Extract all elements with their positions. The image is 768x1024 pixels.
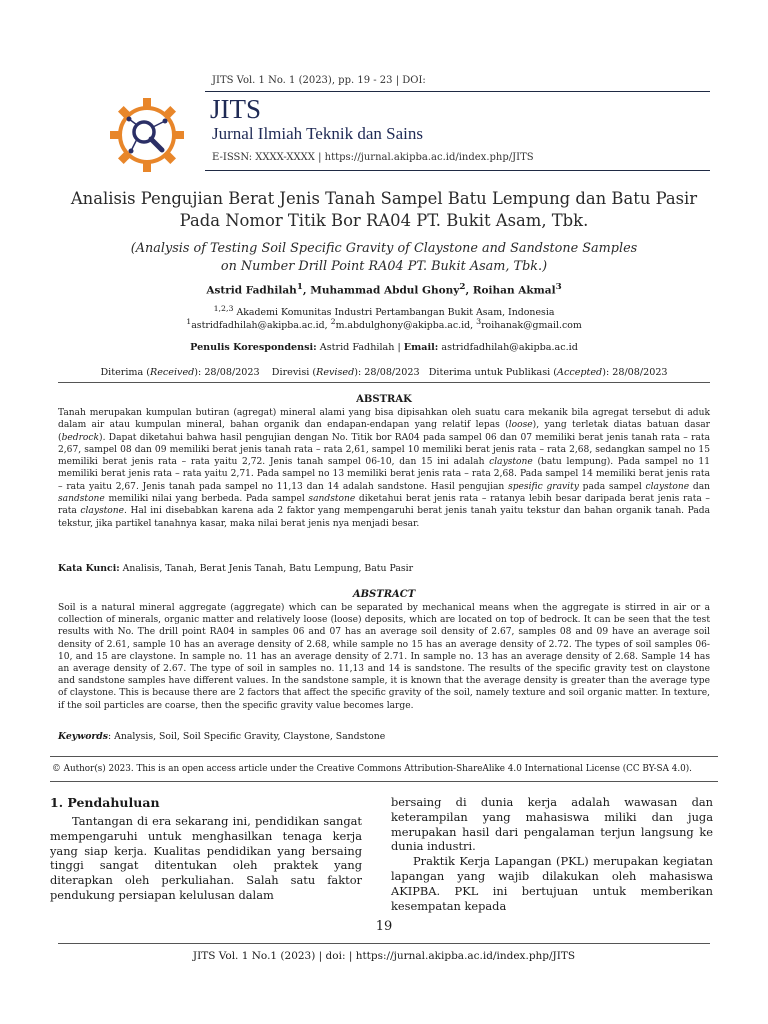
title-en-line-1: (Analysis of Testing Soil Specific Gravity of Claystone and Sandstone Samples xyxy=(130,241,638,256)
keywords: Keywords: Analysis, Soil, Soil Specific Gravity, Claystone, Sandstone xyxy=(58,731,386,742)
page-number: 19 xyxy=(375,919,393,934)
email-1[interactable]: astridfadhilah@akipba.ac.id xyxy=(191,320,325,332)
email-2[interactable]: m.abdulghony@akipba.ac.id xyxy=(335,320,471,332)
corresponding-author: Penulis Korespondensi: Astrid Fadhilah | Email: astridfadhilah@akipba.ac.id xyxy=(190,342,578,353)
article-title xyxy=(40,188,728,232)
affiliation: $^{1,2,3}$ Akademi Komunitas Industri Pertambangan Bukit Asam, Indonesia xyxy=(213,304,555,319)
author-2: Muhammad Abdul Ghony xyxy=(310,284,460,297)
author-1: Astrid Fadhilah xyxy=(206,284,297,297)
abstract-body: Soil is a natural mineral aggregate (aggregate) which can be separated by mechanical means when the aggregate is stirred in air or a collection of minerals, organic matter and relatively loose (loose) deposits, which are located on top of bedrock. It can be seen that the test results with No. The drill point RA04 in samples 06 and 07 has an average soil density of 2.67, samples 08 and 09 have an average soil density of 2.61, sample 10 has an average density of 2.68, while sample no 15 has an average density of 2.72. The types of soil samples 06-10, and 15 are claystone. In sample no. 11 has an average density of 2.71. In sample no. 13 has an average density of 2.68. Sample 14 has an average density of 2.67. The type of soil in samples no. 11,13 and 14 is sandstone. The results of the specific gravity test on claystone and sandstone samples have different values. In the sandstone sample, it is known that the average density is greater than the average type of claystone. This is because there are 2 factors that affect the specific gravity of the soil, namely texture and soil organic matter. In texture, if the soil particles are coarse, then the specific gravity value becomes large. xyxy=(58,603,710,711)
kata-kunci: Kata Kunci: Analisis, Tanah, Berat Jenis Tanah, Batu Lempung, Batu Pasir xyxy=(58,563,414,574)
license-notice: © Author(s) 2023. This is an open access article under the Creative Commons Attribution-ShareAlike 4.0 International License (CC BY-SA 4.0). xyxy=(52,764,692,774)
footer-rule xyxy=(58,943,710,944)
author-emails: $^1$astridfadhilah@akipba.ac.id, $^2$m.abdulghony@akipba.ac.id, $^3$roihanak@gmail.com xyxy=(186,317,582,332)
title-line-2: Pada Nomor Titik Bor RA04 PT. Bukit Asam, Tbk. xyxy=(179,211,589,230)
header-rule-top xyxy=(205,91,710,92)
article-dates: Diterima (Received): 28/08/2023 Direvisi (Revised): 28/08/2023 Diterima untuk Publikasi (Accepted): 28/08/2023 xyxy=(100,367,668,378)
body-column-right xyxy=(391,795,713,913)
body-paragraph: Tantangan di era sekarang ini, pendidikan sangat mempengaruhi untuk menghasilkan tenaga kerja yang siap kerja. Kualitas pendidikan yang bersaing tinggi sangat ditentukan oleh praktek yang diterapkan oleh perkuliahan. Salah satu faktor pendukung persiapan kelulusan dalam xyxy=(50,814,362,902)
journal-logo-icon xyxy=(107,95,187,175)
journal-full-title: Jurnal Ilmiah Teknik dan Sains xyxy=(212,124,423,143)
title-line-1: Analisis Pengujian Berat Jenis Tanah Sampel Batu Lempung dan Batu Pasir xyxy=(70,189,698,208)
abstrak-heading: ABSTRAK xyxy=(356,394,412,405)
license-rule-bottom xyxy=(50,781,718,782)
body-column-left xyxy=(50,795,362,903)
author-3: Roihan Akmal xyxy=(472,284,556,297)
license-rule-top xyxy=(50,756,718,757)
section-title: 1. Pendahuluan xyxy=(50,795,160,810)
body-paragraph: Praktik Kerja Lapangan (PKL) merupakan kegiatan lapangan yang wajib dilakukan oleh mahasiswa AKIPBA. PKL ini bertujuan untuk memberikan kesempatan kepada xyxy=(391,854,713,913)
page-footer: JITS Vol. 1 No.1 (2023) | doi: | https://jurnal.akipba.ac.id/index.php/JITS xyxy=(192,950,576,962)
citation-line: JITS Vol. 1 No. 1 (2023), pp. 19 - 23 | DOI: xyxy=(212,75,426,86)
title-en-line-2: on Number Drill Point RA04 PT. Bukit Asam, Tbk.) xyxy=(220,259,548,274)
author-list: Astrid Fadhilah$^1$, Muhammad Abdul Ghony$^2$, Roihan Akmal$^3$ xyxy=(206,282,562,297)
header-rule-bottom xyxy=(205,170,710,171)
article-title-english xyxy=(40,240,728,276)
email-3[interactable]: roihanak@gmail.com xyxy=(481,320,582,332)
issn-url-line[interactable]: E-ISSN: XXXX-XXXX | https://jurnal.akipba.ac.id/index.php/JITS xyxy=(212,152,534,163)
abstrak-body: Tanah merupakan kumpulan butiran (agregat) mineral alami yang bisa dipisahkan oleh suatu cara mekanik bila agregat tersebut di aduk dalam air atau kumpulan mineral, bahan organik dan endapan-endapan yang relatif lepas (loose), yang terletak diatas batuan dasar (bedrock). Dapat diketahui bahwa hasil pengujian dengan No. Titik bor RA04 pada sampel 06 dan 07 memiliki berat jenis tanah rata – rata 2,67, sampel 08 dan 09 memiliki berat jenis tanah rata – rata 2,61, sampel 10 memiliki berat jenis rata – rata 2,68, sedangkan sampel no 15 memiliki berat jenis rata – rata yaitu 2,72. Jenis tanah sampel 06-10, dan 15 ini adalah claystone (batu lempung). Pada sampel no 11 memiliki berat jenis rata – rata yaitu 2,71. Pada sampel no 13 memiliki berat jenis rata – rata 2,68. Pada sampel 14 memiliki berat jenis rata – rata yaitu 2,67. Jenis tanah pada sampel no 11,13 dan 14 adalah sandstone. Hasil pengujian spesific gravity pada sampel claystone dan sandstone memiliki nilai yang berbeda. Pada sampel sandstone diketahui berat jenis rata – ratanya lebih besar daripada berat jenis rata – rata claystone. Hal ini disebabkan karena ada 2 faktor yang mempengaruhi berat jenis tanah yaitu tekstur dan bahan organik tanah. Pada tekstur, jika partikel tanahnya kasar, maka nilai berat jenis nya menjadi besar. xyxy=(58,408,711,529)
corresp-email[interactable]: astridfadhilah@akipba.ac.id xyxy=(441,342,578,353)
dates-rule xyxy=(58,382,710,383)
journal-short-title: JITS xyxy=(210,94,262,124)
body-paragraph: bersaing di dunia kerja adalah wawasan dan keterampilan yang mahasiswa miliki dan juga merupakan hasil dari pengalaman terjun langsung ke dunia industri. xyxy=(391,795,713,854)
abstract-heading: ABSTRACT xyxy=(352,589,416,600)
